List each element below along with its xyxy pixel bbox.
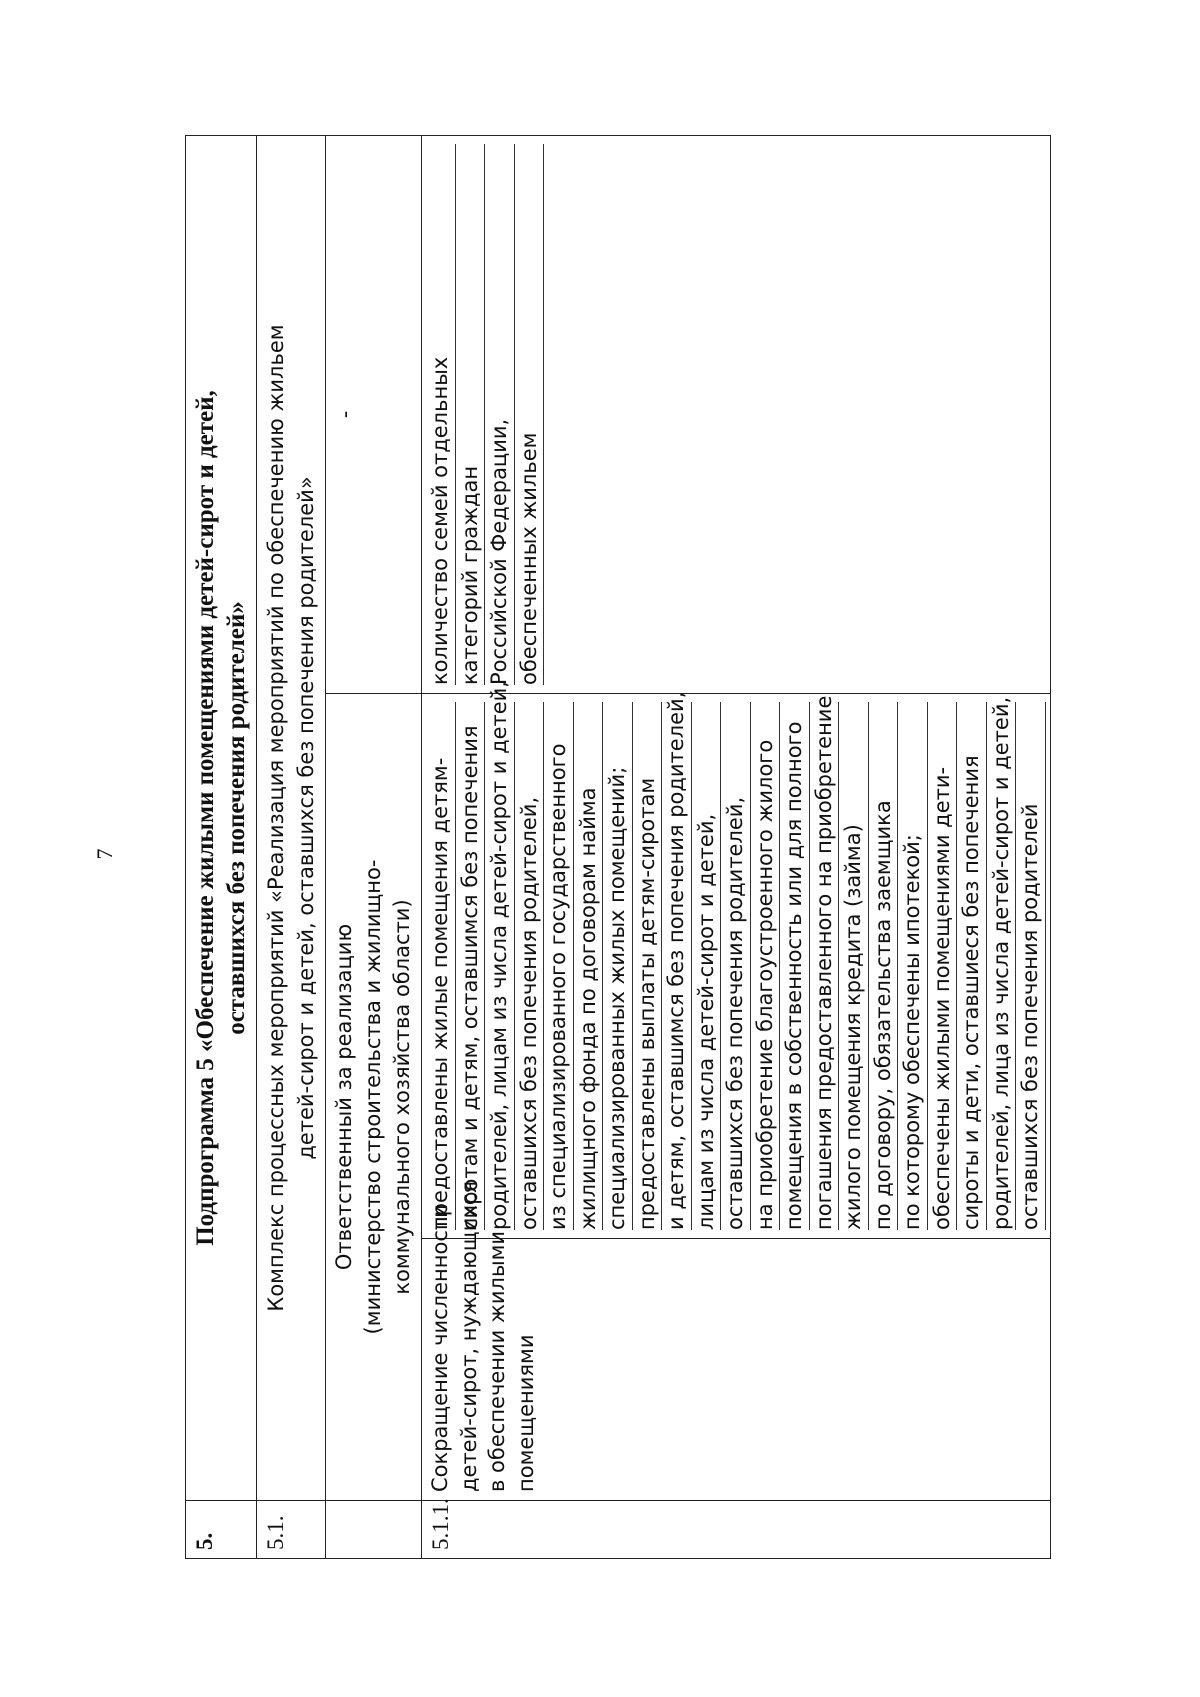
result-line: специализированных жилых помещений; [603,702,633,1230]
result-line: сиротам и детям, оставшимся без попечения [456,702,486,1230]
result-line: помещения в собственность или для полного [780,702,810,1230]
result-line: по договору, обязательства заемщика [869,702,899,1230]
result-line: на приобретение благоустроенного жилого [751,702,781,1230]
task-cell [422,1181,1051,1501]
page-number: 7 [92,848,117,860]
row-number: 5.1.1. [422,1501,1051,1559]
row-number: 5.1. [257,1501,326,1559]
row-task-5-1-1 [422,135,1051,1558]
rotated-page-content [185,136,1045,1559]
indicator-line: количество семей отдельных [426,144,456,685]
responsible-cell [326,694,422,1501]
result-line: сироты и дети, оставшиеся без попечения [957,702,987,1230]
row-number: 5. [186,1501,257,1559]
responsible-dash: - [326,135,422,693]
result-line: предоставлены выплаты детям-сиротам [633,702,663,1230]
complex-title-line: Комплекс процессных мероприятий «Реализация мероприятий по обеспечению жильем [264,324,288,1312]
indicator-line: Российской Федерации, [485,144,515,685]
row-responsible [326,135,422,1558]
responsible-line: (министерство строительства и жилищно- [361,859,385,1335]
indicator-line: обеспеченных жильем [515,144,545,685]
result-line: из специализированного государственного [544,702,574,1230]
subprogram-title-line: Подпрограмма 5 «Обеспечение жилыми помещениями детей-сирот и детей, [192,390,219,1246]
result-line: обеспечены жилыми помещениями дети- [928,702,958,1230]
complex-title-line: детей-сирот и детей, оставшихся без попечения родителей» [294,476,318,1160]
subprogram-title [186,135,257,1500]
result-line: погашения предоставленного на приобретение [810,702,840,1230]
indicator-line: категорий граждан [456,144,486,685]
subprogram-title-line: оставшихся без попечения родителей» [223,601,250,1035]
result-line: жилищного фонда по договорам найма [574,702,604,1230]
responsible-line: коммунального хозяйства области) [390,899,414,1295]
task-line: детей-сирот, нуждающихся [456,1181,481,1492]
result-line: и детям, оставшимся без попечения родителей, [662,702,692,1230]
result-line: родителей, лицам из числа детей-сирот и детей, [485,702,515,1230]
result-line: оставшихся без попечения родителей [1016,702,1046,1230]
rotated-table-wrapper [185,136,1045,1559]
complex-title [257,135,326,1500]
result-line: лицам из числа детей-сирот и детей, [692,702,722,1230]
result-line: предоставлены жилые помещения детям- [426,702,456,1230]
responsible-line: Ответственный за реализацию [332,923,356,1271]
indicator-cell [422,135,1051,693]
task-line: помещениями [513,1334,538,1492]
result-cell [422,681,1051,1239]
result-line: оставшихся без попечения родителей, [515,702,545,1230]
task-line: в обеспечении жилыми [485,1230,509,1492]
program-table [185,135,1051,1559]
empty-cell [326,1501,422,1559]
row-subprogram-5 [186,135,257,1558]
result-line: оставшихся без попечения родителей, [721,702,751,1230]
result-line: жилого помещения кредита (займа) [839,702,869,1230]
result-line: по которому обеспечены ипотекой; [898,702,928,1230]
result-line: родителей, лица из числа детей-сирот и детей, [987,702,1017,1230]
row-complex-5-1 [257,135,326,1558]
task-line: Сокращение численности [428,1204,452,1492]
